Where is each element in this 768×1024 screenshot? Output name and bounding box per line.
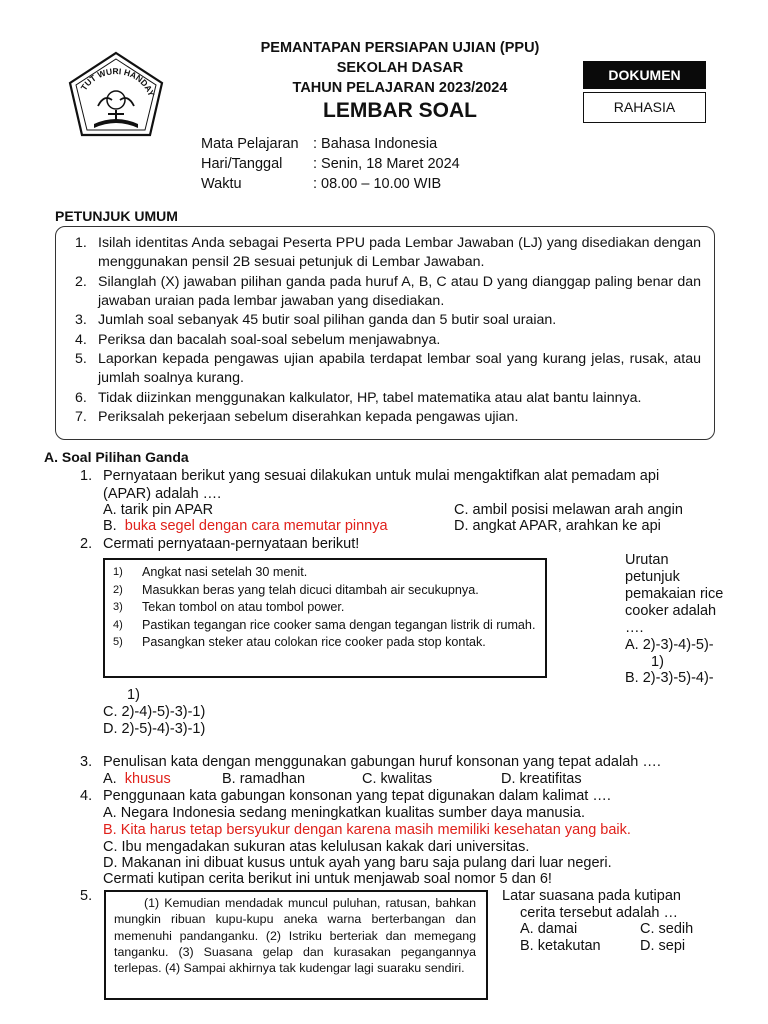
q4-stem: Penggunaan kata gabungan konsonan yang tepat digunakan dalam kalimat ….: [103, 788, 611, 804]
q5-number: 5.: [80, 888, 93, 904]
q2-side-line2: petunjuk: [625, 569, 680, 585]
q2-option-a: A. 2)-3)-4)-5)-: [625, 637, 714, 653]
q3-option-d: D. kreatifitas: [501, 771, 582, 787]
q2-number: 2.: [80, 536, 93, 552]
q2-option-c: C. 2)-4)-5)-3)-1): [103, 704, 206, 720]
q3-number: 3.: [80, 754, 93, 770]
instructions-list: [75, 234, 701, 427]
logo-emblem-icon: [62, 50, 170, 146]
instruction-item: 7. Periksalah pekerjaan sebelum diserahkan kepada pengawas ujian.: [75, 409, 519, 425]
tut-wuri-handayani-logo: [62, 50, 170, 146]
q3-option-c: C. kwalitas: [362, 771, 433, 787]
q2-side-line1: Urutan: [625, 552, 669, 568]
q2-side-line5: ….: [625, 620, 644, 636]
q2-side-line3: pemakaian rice: [625, 586, 724, 602]
header-title-line4: LEMBAR SOAL: [323, 99, 477, 122]
q1-option-b-answer: buka segel dengan cara memutar pinnya: [124, 518, 388, 534]
q1-option-b: B. buka segel dengan cara memutar pinnya: [103, 518, 388, 534]
q3-option-a-answer: khusus: [124, 771, 171, 787]
header-title-line1: PEMANTAPAN PERSIAPAN UJIAN (PPU): [260, 40, 540, 56]
document-badge: DOKUMEN: [583, 61, 706, 89]
q4-option-d: D. Makanan ini dibuat kusus untuk ayah yang baru saja pulang dari luar negeri.: [103, 855, 612, 871]
q2-step: 5) Pasangkan steker atau colokan rice cooker pada stop kontak.: [113, 635, 486, 649]
meta-label-subject: Mata Pelajaran: [201, 136, 299, 152]
meta-value-time: : 08.00 – 10.00 WIB: [313, 176, 442, 192]
instruction-item: 3. Jumlah soal sebanyak 45 butir soal pilihan ganda dan 5 butir soal uraian.: [75, 312, 557, 328]
q1-option-d: D. angkat APAR, arahkan ke api: [454, 518, 661, 534]
instruction-item: 1. Isilah identitas Anda sebagai Peserta PPU pada Lembar Jawaban (LJ) yang disediakan dengan menggunakan pensil 2B sesuai petunjuk di Lembar Jawaban.: [75, 235, 701, 270]
q2-steps-list: [113, 564, 541, 651]
q5-option-a: A. damai: [520, 921, 578, 937]
passage-instruction: Cermati kutipan cerita berikut ini untuk menjawab soal nomor 5 dan 6!: [103, 871, 552, 887]
q2-side-line4: cooker adalah: [625, 603, 717, 619]
q2-option-d: D. 2)-5)-4)-3)-1): [103, 721, 206, 737]
svg-text:TUT WURI HANDAYANI: TUT WURI HANDAY: [78, 66, 157, 98]
instruction-item: 4. Periksa dan bacalah soal-soal sebelum menjawabnya.: [75, 331, 441, 348]
q1-stem-line1: Pernyataan berikut yang sesuai dilakukan untuk mulai mengaktifkan alat pemadam api: [103, 468, 660, 484]
confidential-badge: RAHASIA: [583, 92, 706, 123]
q5-option-c: C. sedih: [640, 921, 694, 937]
q1-option-c: C. ambil posisi melawan arah angin: [454, 502, 683, 518]
q4-option-a: A. Negara Indonesia sedang meningkatkan kualitas sumber daya manusia.: [103, 805, 586, 821]
q4-option-c: C. Ibu mengadakan sukuran atas kelulusan kakak dari universitas.: [103, 839, 530, 855]
q2-option-a-cont: 1): [651, 654, 664, 670]
q3-option-a: A. khusus: [103, 771, 171, 787]
instruction-item: 6. Tidak diizinkan menggunakan kalkulator, HP, tabel matematika atau alat bantu lainnya.: [75, 389, 642, 406]
q5-option-b: B. ketakutan: [520, 938, 601, 954]
instruction-item: 2. Silanglah (X) jawaban pilihan ganda pada huruf A, B, C atau D yang dianggap paling benar dan jawaban uraian pada lembar jawaban yang disediakan.: [75, 273, 701, 309]
meta-label-date: Hari/Tanggal: [201, 156, 283, 172]
instruction-item: 5. Laporkan kepada pengawas ujian apabila terdapat lembar soal yang kurang jelas, rusak, atau jumlah soalnya kurang.: [75, 351, 701, 386]
q1-number: 1.: [80, 468, 93, 484]
q1-stem-line2: (APAR) adalah ….: [103, 486, 222, 502]
q5-stem-line1: Latar suasana pada kutipan: [502, 888, 681, 904]
q3-option-b: B. ramadhan: [222, 771, 306, 787]
q2-step: 3) Tekan tombol on atau tombol power.: [113, 600, 345, 614]
q2-step: 2) Masukkan beras yang telah dicuci ditambah air secukupnya.: [113, 582, 479, 597]
header-title-line3: TAHUN PELAJARAN 2023/2024: [292, 80, 508, 96]
q5-stem-line2: cerita tersebut adalah …: [520, 905, 678, 921]
meta-label-time: Waktu: [201, 176, 242, 192]
section-multiple-choice-title: A. Soal Pilihan Ganda: [44, 449, 189, 465]
instructions-title: PETUNJUK UMUM: [55, 208, 178, 224]
q2-option-b: B. 2)-3)-5)-4)-: [625, 670, 714, 686]
q5-passage: (1) Kemudian mendadak muncul puluhan, ratusan, bahkan mungkin ribuan kupu-kupu aneka warna berterbangan dan memenuhi pandanganku. (2) Istriku berteriak dan memegang tanganku. (3) Suasana gelap dan kurasakan pegangannya terlepas. (4) Sampai akhirnya tak kudengar lagi suaraku sendiri.: [114, 896, 476, 976]
meta-value-subject: : Bahasa Indonesia: [313, 136, 438, 152]
q2-stem: Cermati pernyataan-pernyataan berikut!: [103, 536, 360, 552]
q3-stem: Penulisan kata dengan menggunakan gabungan huruf konsonan yang tepat adalah ….: [103, 754, 661, 770]
q4-number: 4.: [80, 788, 93, 804]
q2-step: 1) Angkat nasi setelah 30 menit.: [113, 565, 308, 579]
q2-option-b-cont: 1): [127, 687, 140, 703]
q4-option-b-answer: B. Kita harus tetap bersyukur dengan karena masih memiliki kesehatan yang baik.: [103, 822, 631, 838]
q5-option-d: D. sepi: [640, 938, 686, 954]
q2-step: 4) Pastikan tegangan rice cooker sama dengan tegangan listrik di rumah.: [113, 617, 536, 632]
header-title-line2: SEKOLAH DASAR: [336, 60, 464, 76]
meta-value-date: : Senin, 18 Maret 2024: [313, 156, 460, 172]
q1-option-a: A. tarik pin APAR: [103, 502, 214, 518]
